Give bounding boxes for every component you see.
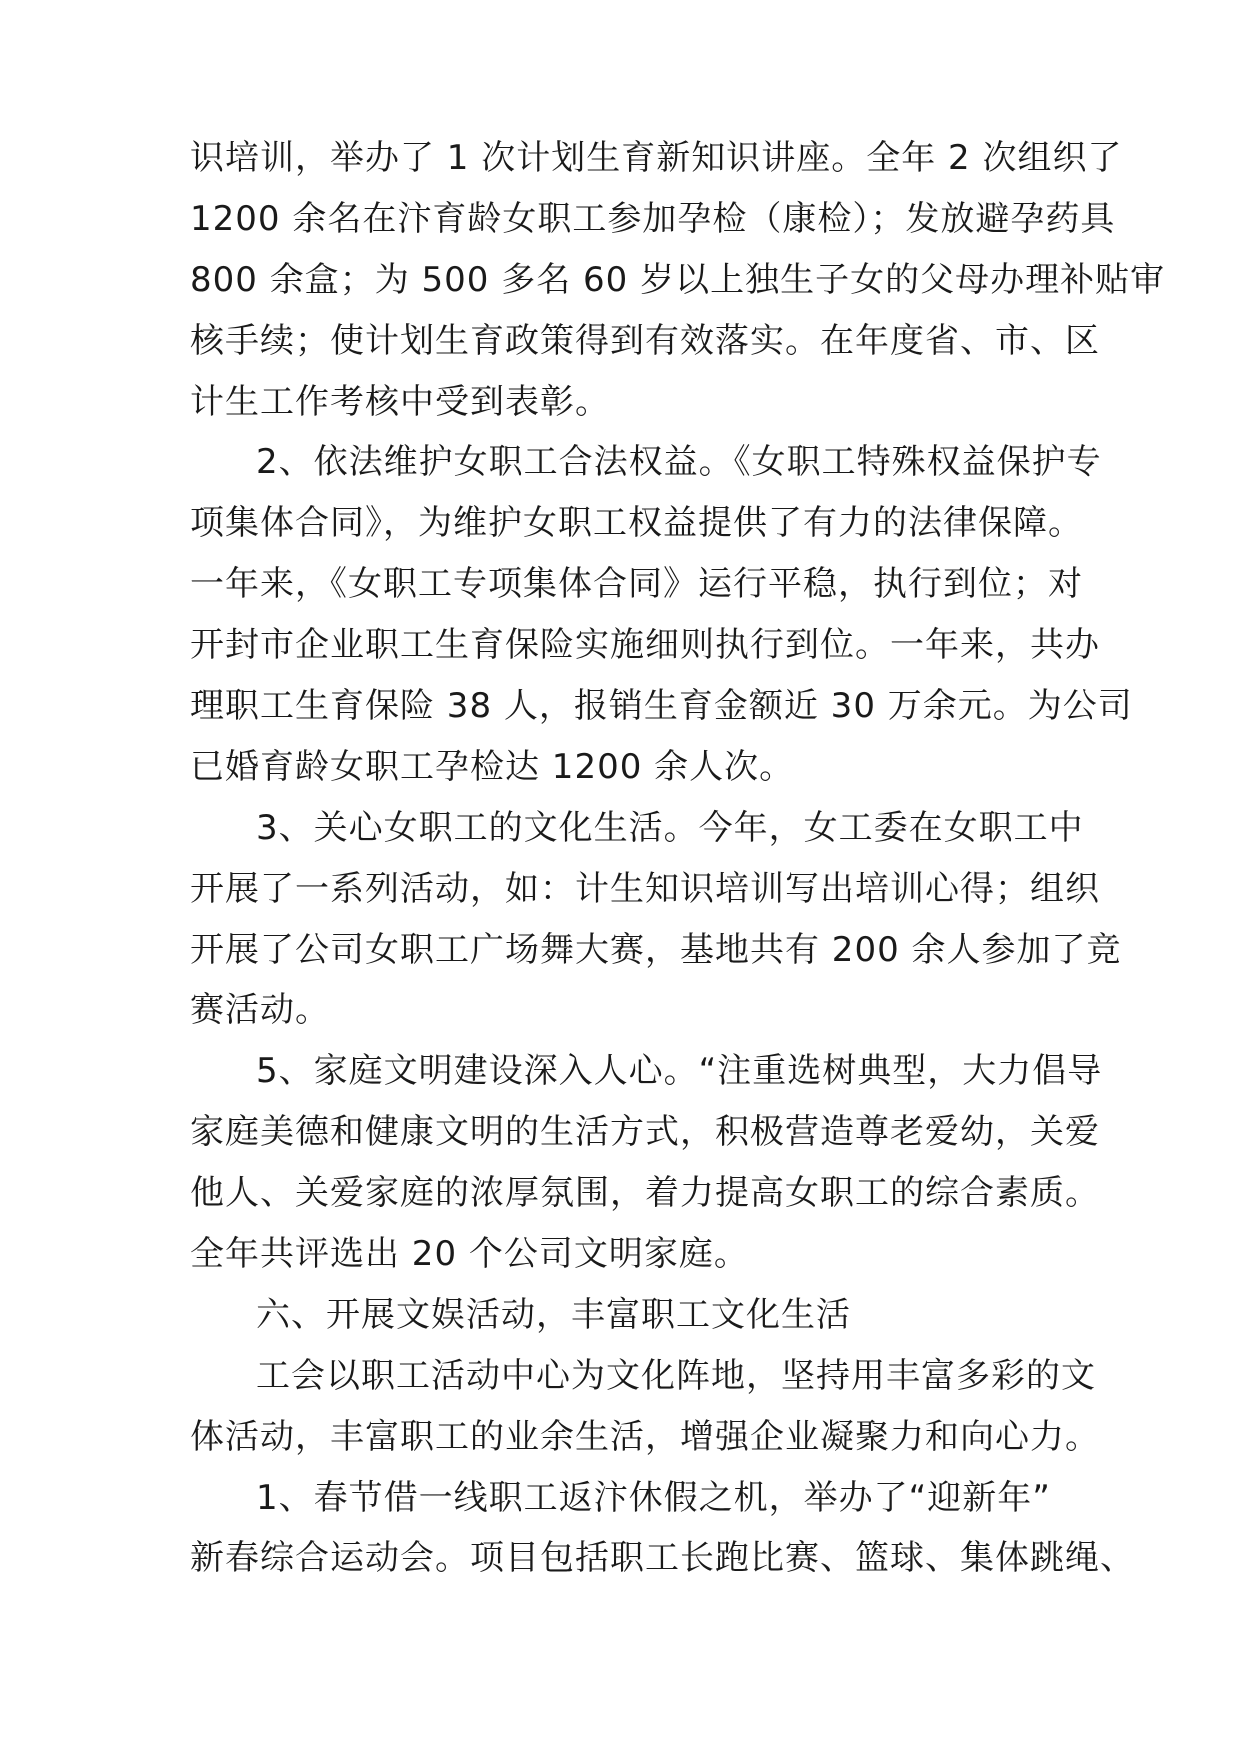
text-line: 5、家庭文明建设深入人心。“注重选树典型，大力倡导 (256, 1051, 1103, 1092)
text-line: 计生工作考核中受到表彰。 (190, 381, 610, 422)
text-line: 开封市企业职工生育保险实施细则执行到位。一年来，共办 (190, 625, 1100, 666)
text-line: 800 余盒；为 500 多名 60 岁以上独生子女的父母办理补贴审 (190, 259, 1166, 300)
text-line: 工会以职工活动中心为文化阵地，坚持用丰富多彩的文 (256, 1355, 1096, 1396)
text-line: 已婚育龄女职工孕检达 1200 余人次。 (190, 746, 795, 787)
text-line: 项集体合同》，为维护女职工权益提供了有力的法律保障。 (190, 503, 1083, 544)
text-line: 六、开展文娱活动，丰富职工文化生活 (256, 1294, 851, 1335)
text-line: 家庭美德和健康文明的生活方式，积极营造尊老爱幼，关爱 (190, 1112, 1100, 1153)
text-line: 理职工生育保险 38 人，报销生育金额近 30 万余元。为公司 (190, 686, 1133, 727)
text-line: 核手续；使计划生育政策得到有效落实。在年度省、市、区 (190, 320, 1100, 361)
text-line: 体活动，丰富职工的业余生活，增强企业凝聚力和向心力。 (190, 1416, 1100, 1457)
text-line: 赛活动。 (190, 990, 330, 1031)
text-line: 1200 余名在汴育龄女职工参加孕检（康检）；发放避孕药具 (190, 198, 1116, 239)
text-line: 新春综合运动会。项目包括职工长跑比赛、篮球、集体跳绳、 (190, 1538, 1135, 1579)
document-body (190, 128, 1166, 1589)
text-line: 1、春节借一线职工返汴休假之机，举办了“迎新年” (256, 1477, 1051, 1518)
text-line: 2、依法维护女职工合法权益。《女职工特殊权益保护专 (256, 442, 1102, 483)
text-line: 3、关心女职工的文化生活。今年，女工委在女职工中 (256, 807, 1084, 848)
text-line: 开展了公司女职工广场舞大赛，基地共有 200 余人参加了竞 (190, 929, 1122, 970)
text-line: 识培训，举办了 1 次计划生育新知识讲座。全年 2 次组织了 (190, 138, 1123, 178)
text-line: 开展了一系列活动，如：计生知识培训写出培训心得；组织 (190, 868, 1100, 909)
text-line: 全年共评选出 20 个公司文明家庭。 (190, 1234, 749, 1275)
text-line: 一年来，《女职工专项集体合同》运行平稳，执行到位；对 (190, 564, 1083, 605)
text-line: 他人、关爱家庭的浓厚氛围，着力提高女职工的综合素质。 (190, 1173, 1100, 1214)
